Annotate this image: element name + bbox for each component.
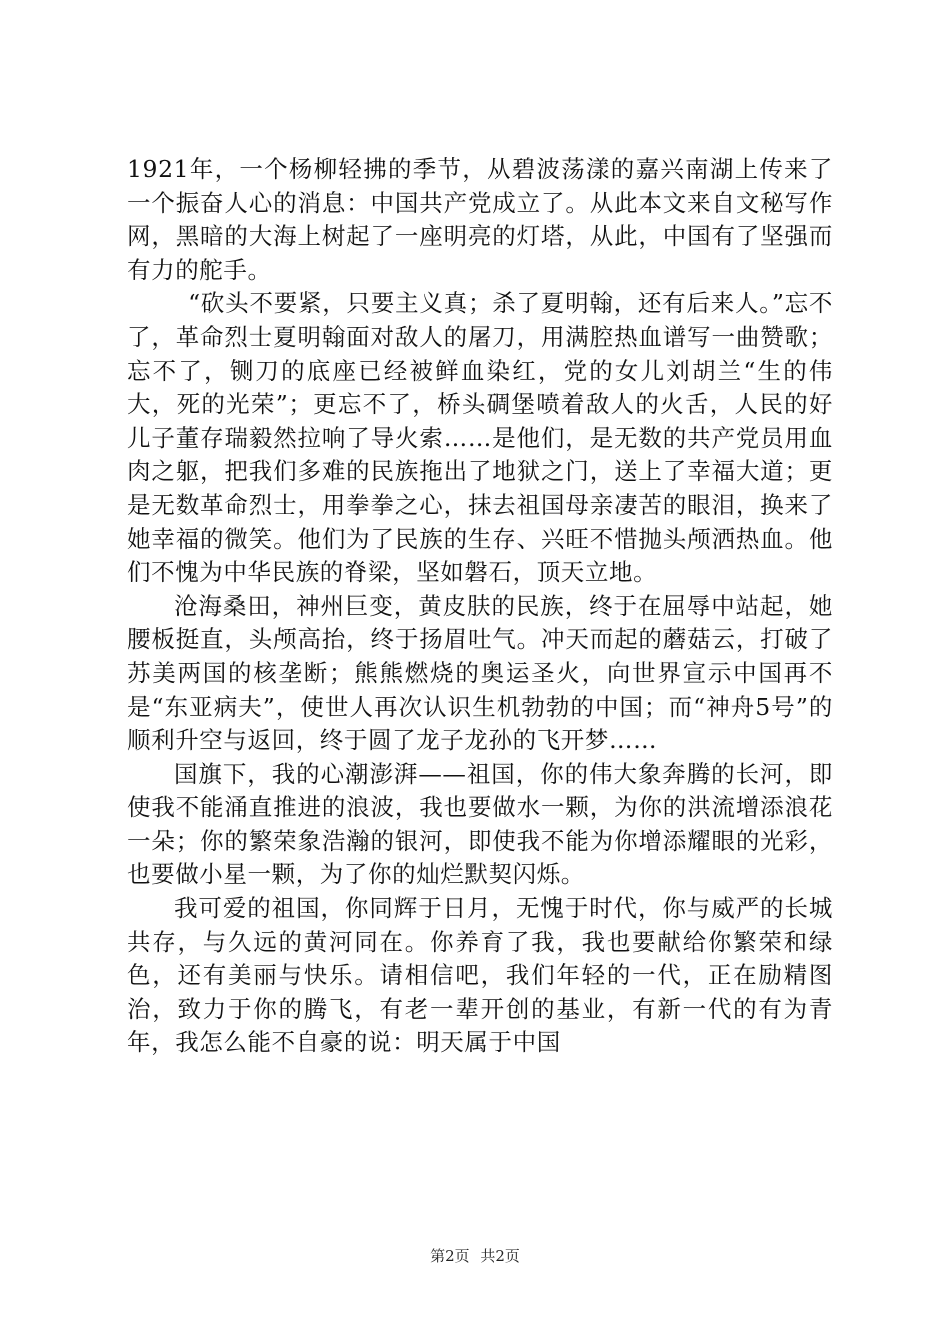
paragraph-flag: 国旗下，我的心潮澎湃——祖国，你的伟大象奔腾的长河，即使我不能涌直推进的浪波，我也要做水一颗，为你的洪流增添浪花一朵；你的繁荣象浩瀚的银河，即使我不能为你增添耀眼的光彩，也要做小星一颗，为了你的灿烂默契闪烁。 (127, 759, 833, 889)
paragraph-motherland: 我可爱的祖国，你同辉于日月，无愧于时代，你与威严的长城共存，与久远的黄河同在。你养育了我，我也要献给你繁荣和绿色，还有美丽与快乐。请相信吧，我们年轻的一代，正在励精图治，致力于你的腾飞，有老一辈开创的基业，有新一代的有为青年，我怎么能不自豪的说：明天属于中国 (127, 894, 833, 1057)
document-body (127, 153, 833, 1060)
paragraph-changes: 沧海桑田，神州巨变，黄皮肤的民族，终于在屈辱中站起，她腰板挺直，头颅高抬，终于扬眉吐气。冲天而起的蘑菇云，打破了苏美两国的核垄断；熊熊燃烧的奥运圣火，向世界宣示中国再不是“东亚病夫”，使世人再次认识生机勃勃的中国；而“神舟5号”的顺利升空与返回，终于圆了龙子龙孙的飞开梦…… (127, 591, 833, 755)
page-total: 共2页 (480, 1247, 520, 1265)
paragraph-martyrs: “砍头不要紧，只要主义真；杀了夏明翰，还有后来人。”忘不了，革命烈士夏明翰面对敌人的屠刀，用满腔热血谱写一曲赞歌；忘不了，铡刀的底座已经被鲜血染红，党的女儿刘胡兰“生的伟大，死的光荣”；更忘不了，桥头碉堡喷着敌人的火舌，人民的好儿子董存瑞毅然拉响了导火索……是他们，是无数的共产党员用血肉之躯，把我们多难的民族拖出了地狱之门，送上了幸福大道；更是无数革命烈士，用拳拳之心，抹去祖国母亲凄苦的眼泪，换来了她幸福的微笑。他们为了民族的生存、兴旺不惜抛头颅洒热血。他们不愧为中华民族的脊梁，坚如磐石，顶天立地。 (127, 289, 833, 587)
page-footer (0, 1245, 950, 1266)
paragraph-founding: 1921年，一个杨柳轻拂的季节，从碧波荡漾的嘉兴南湖上传来了一个振奋人心的消息：中国共产党成立了。从此本文来自文秘写作网，黑暗的大海上树起了一座明亮的灯塔，从此，中国有了坚强而有力的舵手。 (127, 155, 833, 284)
page-number: 第2页 (430, 1247, 470, 1265)
